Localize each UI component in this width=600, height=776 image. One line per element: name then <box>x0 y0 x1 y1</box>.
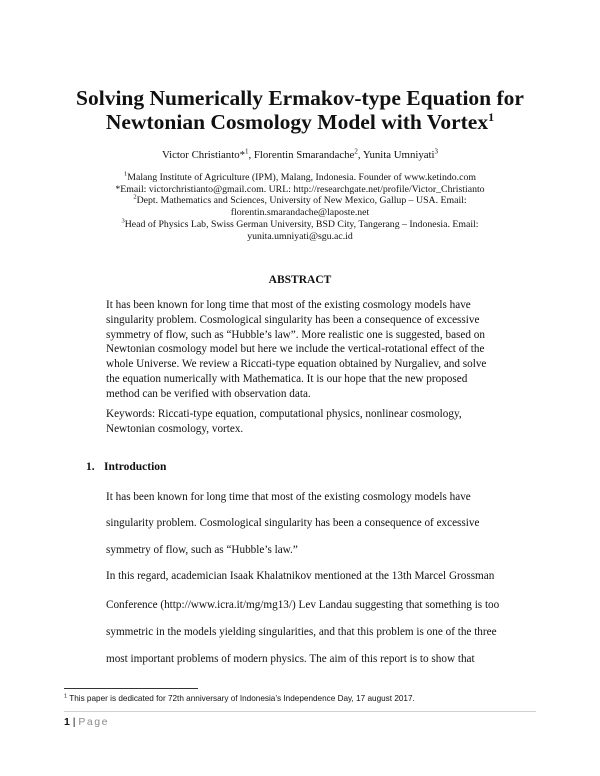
title-line-2-text: Newtonian Cosmology Model with Vortex <box>105 110 489 134</box>
abstract-heading: ABSTRACT <box>268 274 332 286</box>
affiliation-1 <box>60 172 540 184</box>
affiliation-email-3: yunita.umniyati@sgu.ac.id <box>247 230 353 242</box>
section-title: Introduction <box>104 461 167 473</box>
intro-line: singularity problem. Cosmological singularity has been a consequence of excessive <box>106 517 480 529</box>
section-heading-introduction <box>86 460 166 474</box>
affiliation-email-2: florentin.smarandache@laposte.net <box>230 207 370 219</box>
affiliation-3-text: Head of Physics Lab, Swiss German University, BSD City, Tangerang – Indonesia. Email: <box>124 218 479 230</box>
author-list <box>60 149 540 162</box>
title-line-2 <box>40 110 560 134</box>
page-footer-divider <box>64 711 536 712</box>
paper-title <box>40 86 560 134</box>
author-2-affil-mark: 2 <box>354 147 358 156</box>
abstract-body: It has been known for long time that most of the existing cosmology models have singularity problem. Cosmological singularity has been a consequence of excessive symmetry of flow, such as “Hubble’s law”. More realistic one is suggested, based on Newtonian cosmology model but here we include the vertical-rotational effect of the whole Universe. We review a Riccati-type equation obtained by Nurgaliev, and solve the equation numerically with Mathematica. It is our hope that the new proposed method can be verified with observation data. <box>106 299 487 400</box>
affiliation-3 <box>60 219 540 231</box>
footnote-text: This paper is dedicated for 72th anniversary of Indonesia’s Independence Day, 17 august 2017. <box>67 694 415 703</box>
keywords: Keywords: Riccati-type equation, computational physics, nonlinear cosmology, Newtonian cosmology, vortex. <box>106 408 462 435</box>
affiliation-2-text: Dept. Mathematics and Sciences, University of New Mexico, Gallup – USA. Email: <box>136 195 467 207</box>
footnote <box>64 693 415 704</box>
author-2-name: Florentin Smarandache <box>253 149 355 161</box>
page-separator: | <box>69 716 79 728</box>
footnote-mark: 1 <box>64 693 68 700</box>
page-number: 1 <box>64 716 70 728</box>
section-number: 1. <box>86 461 95 473</box>
affiliations <box>60 172 540 242</box>
title-footnote-mark[interactable]: 1 <box>488 109 495 124</box>
page-label: Page <box>78 716 109 728</box>
author-1-name: Victor Christianto* <box>161 149 245 161</box>
author-separator: , <box>357 149 363 161</box>
footnote-divider <box>64 688 198 689</box>
intro-line: symmetry of flow, such as “Hubble’s law.” <box>106 544 298 556</box>
intro-line: most important problems of modern physics. The aim of this report is to show that <box>106 653 475 665</box>
affiliation-3-mark: 3 <box>121 217 125 225</box>
author-3-name: Yunita Umniyati <box>362 149 435 161</box>
author-1-affil-mark: 1 <box>245 147 249 156</box>
affiliation-email-1: *Email: victorchristianto@gmail.com. URL: http://researchgate.net/profile/Victor_Christianto <box>115 183 485 195</box>
intro-line: symmetric in the models yielding singularities, and that this problem is one of the three <box>106 626 497 638</box>
title-line-1: Solving Numerically Ermakov-type Equation for <box>76 86 524 110</box>
intro-line: Conference (http://www.icra.it/mg/mg13/) Lev Landau suggesting that something is too <box>106 599 500 611</box>
page-footer <box>64 716 109 729</box>
affiliation-1-mark: 1 <box>124 170 128 178</box>
author-3-affil-mark: 3 <box>434 147 439 156</box>
affiliation-2-mark: 2 <box>133 194 137 202</box>
intro-line: In this regard, academician Isaak Khalatnikov mentioned at the 13th Marcel Grossman <box>106 570 495 582</box>
affiliation-2 <box>60 195 540 207</box>
author-separator: , <box>248 149 254 161</box>
intro-line: It has been known for long time that most of the existing cosmology models have <box>106 491 471 503</box>
affiliation-1-text: Malang Institute of Agriculture (IPM), Malang, Indonesia. Founder of www.ketindo.com <box>127 172 476 183</box>
